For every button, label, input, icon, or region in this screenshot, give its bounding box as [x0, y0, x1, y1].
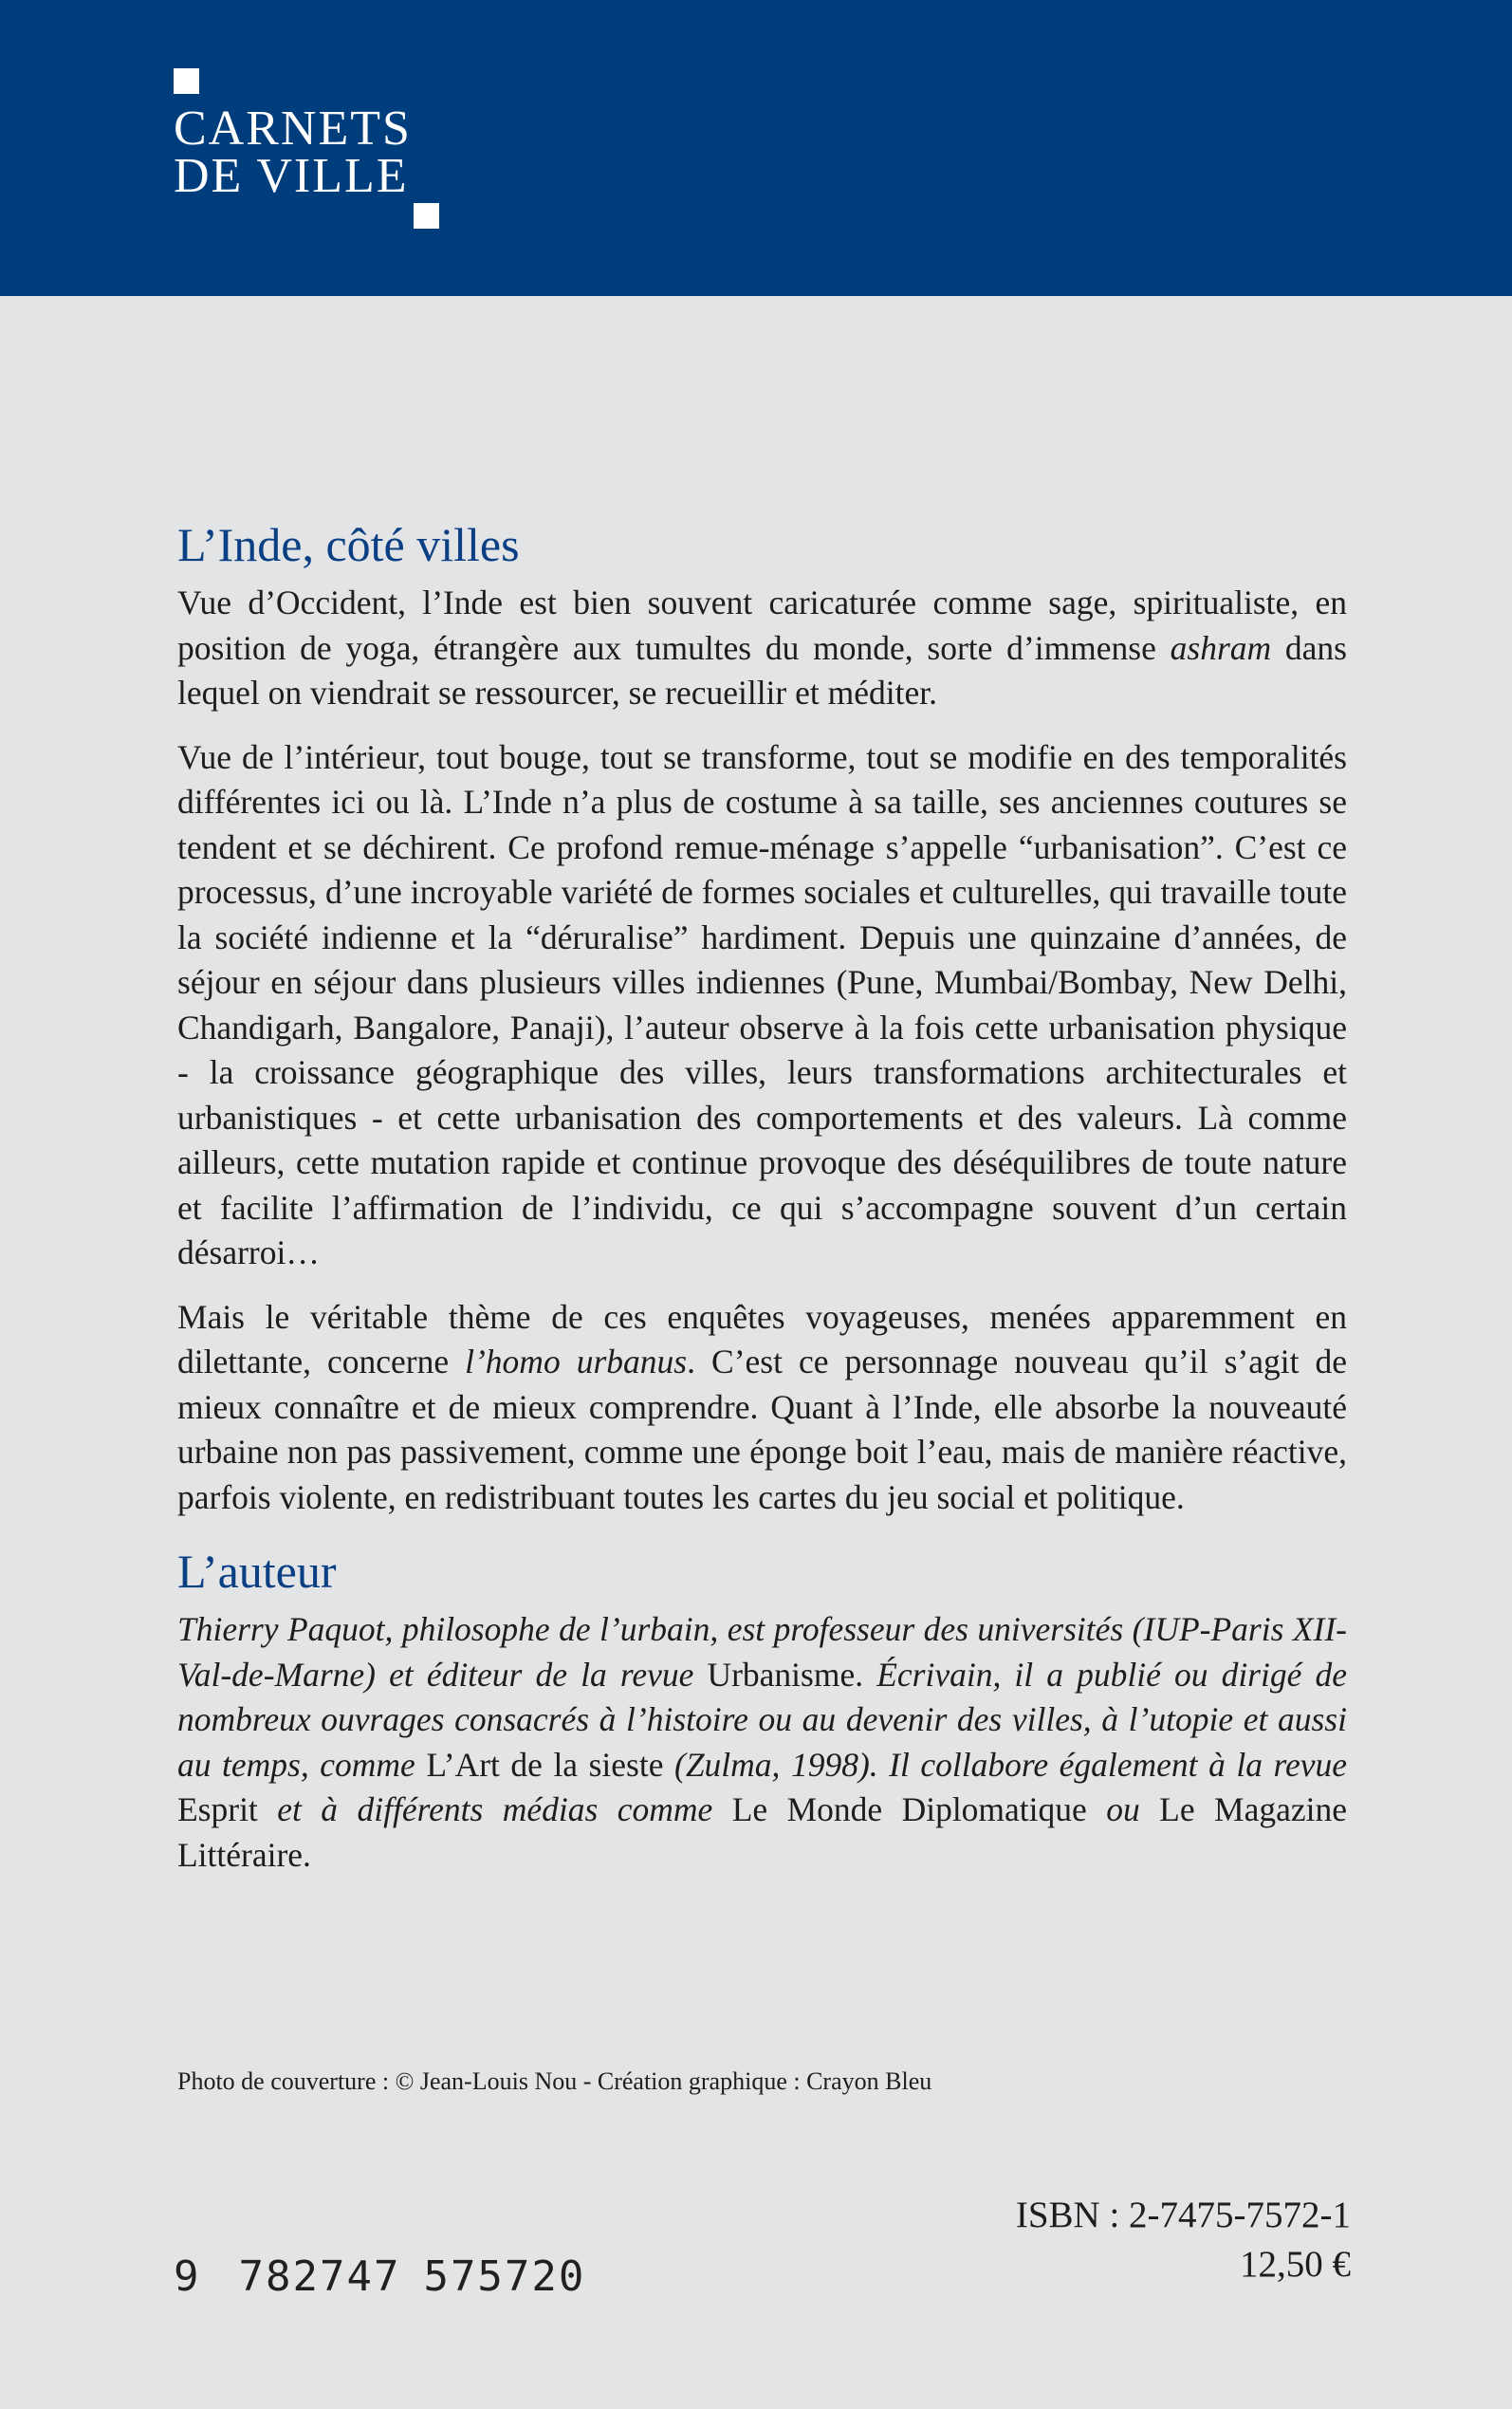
price: 12,50 €: [1240, 2244, 1351, 2285]
author-bio: Thierry Paquot, philosophe de l’urbain, est professeur des universités (IUP-Paris XII-Val-de-Marne) et éditeur de la revue Urbanisme. Écrivain, il a publié ou dirigé de nombreux ouvrages consacrés à l’histoire ou au devenir des villes, à l’utopie et aussi au temps, comme L’Art de la sieste (Zulma, 1998). Il collabore également à la revue Esprit et à différents médias comme Le Monde Diplomatique ou Le Magazine Littéraire.: [177, 1610, 1348, 1874]
section-title-author: L’auteur: [177, 1545, 337, 1598]
logo-line-2: DE VILLE: [174, 149, 409, 203]
logo-square-bottom-icon: [414, 203, 439, 229]
header-band: [0, 0, 1512, 296]
logo-square-top-icon: [174, 68, 199, 94]
barcode-left-group: 782747: [238, 2252, 401, 2301]
back-cover-text: [177, 512, 1347, 1897]
paragraph: Vue de l’intérieur, tout bouge, tout se transforme, tout se modifie en des temporalités différentes ici ou là. L’Inde n’a plus de costume à sa taille, ses anciennes coutures se tendent et se déchirent. Ce profond remue-ménage s’appelle “urbanisation”. C’est ce processus, d’une incroyable variété de formes sociales et culturelles, qui travaille toute la société indienne et la “déruralise” hardiment. Depuis une quinzaine d’années, de séjour en séjour dans plusieurs villes indiennes (Pune, Mumbai/Bombay, New Delhi, Chandigarh, Bangalore, Panaji), l’auteur observe à la fois cette urbanisation physique - la croissance géographique des villes, leurs transformations architecturales et urbanistiques - et cette urbanisation des comportements et des valeurs. Là comme ailleurs, cette mutation rapide et continue provoque des déséquilibres de toute nature et facilite l’affirmation de l’individu, ce qui s’accompagne souvent d’un certain désarroi…: [177, 737, 1347, 1271]
paragraph: Mais le véritable thème de ces enquêtes voyageuses, menées apparemment en dilettante, concerne l’homo urbanus. C’est ce personnage nouveau qu’il s’agit de mieux connaître et de mieux comprendre. Quant à l’Inde, elle absorbe la nouveauté urbaine non pas passivement, comme une éponge boit l’eau, mais de manière réactive, parfois violente, en redistribuant toutes les cartes du jeu social et politique.: [177, 1297, 1347, 1516]
publisher-logo: [174, 68, 449, 234]
barcode-right-group: 575720: [423, 2252, 586, 2301]
isbn: ISBN : 2-7475-7572-1: [1015, 2195, 1351, 2235]
barcode-digits: [174, 2252, 585, 2301]
photo-credits: Photo de couverture : © Jean-Louis Nou - Création graphique : Crayon Bleu: [177, 2067, 932, 2095]
barcode-first-digit: 9: [174, 2252, 199, 2301]
paragraph: Vue d’Occident, l’Inde est bien souvent caricaturée comme sage, spiritualiste, en position de yoga, étrangère aux tumultes du monde, sorte d’immense ashram dans lequel on viendrait se ressourcer, se recueillir et méditer.: [177, 584, 1347, 712]
logo-line-1: CARNETS: [174, 102, 412, 156]
section-title-book: L’Inde, côté villes: [177, 518, 520, 571]
